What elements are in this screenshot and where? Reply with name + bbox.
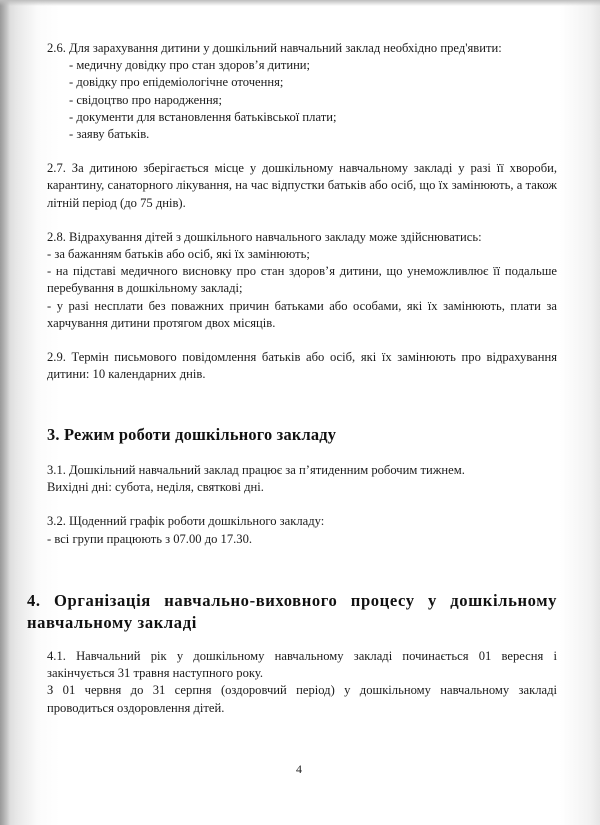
list-item: - на підставі медичного висновку про стан здоров’я дитини, що унеможливлює її подальше перебування в дошкільному закладі; [47, 264, 557, 296]
paragraph-2-8-intro: 2.8. Відрахування дітей з дошкільного навчального закладу може здійснюватись: [47, 229, 482, 244]
list-item: - заяву батьків. [69, 127, 150, 142]
section-2-content [47, 40, 557, 383]
paragraph-4-1-continued: З 01 червня до 31 серпня (оздоровчий період) у дошкільному навчальному закладі проводиться оздоровлення дітей. [47, 683, 557, 715]
paragraph-2-6-intro: 2.6. Для зарахування дитини у дошкільний навчальний заклад необхідно пред'явити: [47, 41, 502, 55]
paragraph-2-9: 2.9. Термін письмового повідомлення батьків або осіб, які їх замінюють про відрахування дитини: 10 календарних днів. [47, 350, 557, 382]
list-item: - за бажанням батьків або осіб, які їх замінюють; [47, 247, 310, 262]
list-item: - документи для встановлення батьківської плати; [69, 109, 337, 124]
section-4-heading: 4. Організація навчально-виховного процесу у дошкільному навчальному закладі [27, 591, 557, 632]
paragraph-3-1-line2: Вихідні дні: субота, неділя, святкові дні. [47, 480, 264, 495]
section-3-content [47, 462, 557, 548]
list-item: - у разі несплати без поважних причин батьками або особами, які їх замінюють, плати за харчування дитини протягом двох місяців. [47, 298, 557, 330]
section-3-heading: 3. Режим роботи дошкільного закладу [47, 425, 337, 444]
paragraph-3-1-line1: 3.1. Дошкільний навчальний заклад працює за п’ятиденним робочим тижнем. [47, 463, 465, 477]
paragraph-2-6-list [47, 57, 557, 143]
list-item: - свідоцтво про народження; [69, 92, 222, 107]
paragraph-3-2-line2: - всі групи працюють з 07.00 до 17.30. [47, 531, 253, 546]
paragraph-4-1: 4.1. Навчальний рік у дошкільному навчальному закладі починається 01 вересня і закінчується 31 травня наступного року. [47, 649, 557, 681]
page-number: 4 [296, 762, 302, 776]
scan-top-shadow [0, 0, 600, 6]
section-4-content [47, 648, 557, 717]
section-3-heading-wrap [47, 425, 557, 445]
list-item: - медичну довідку про стан здоров’я дитини; [69, 58, 311, 73]
list-item: - довідку про епідеміологічне оточення; [69, 75, 284, 90]
paragraph-3-2-line1: 3.2. Щоденний графік роботи дошкільного закладу: [47, 514, 325, 529]
scan-edge-shadow [0, 0, 10, 825]
paragraph-2-7: 2.7. За дитиною зберігається місце у дошкільному навчальному закладі у разі її хвороби, карантину, санаторного лікування, на час відпустки батьків або осіб, що їх замінюють, а також літній період (до 75 днів). [47, 161, 557, 210]
section-4-heading-wrap [27, 590, 557, 634]
